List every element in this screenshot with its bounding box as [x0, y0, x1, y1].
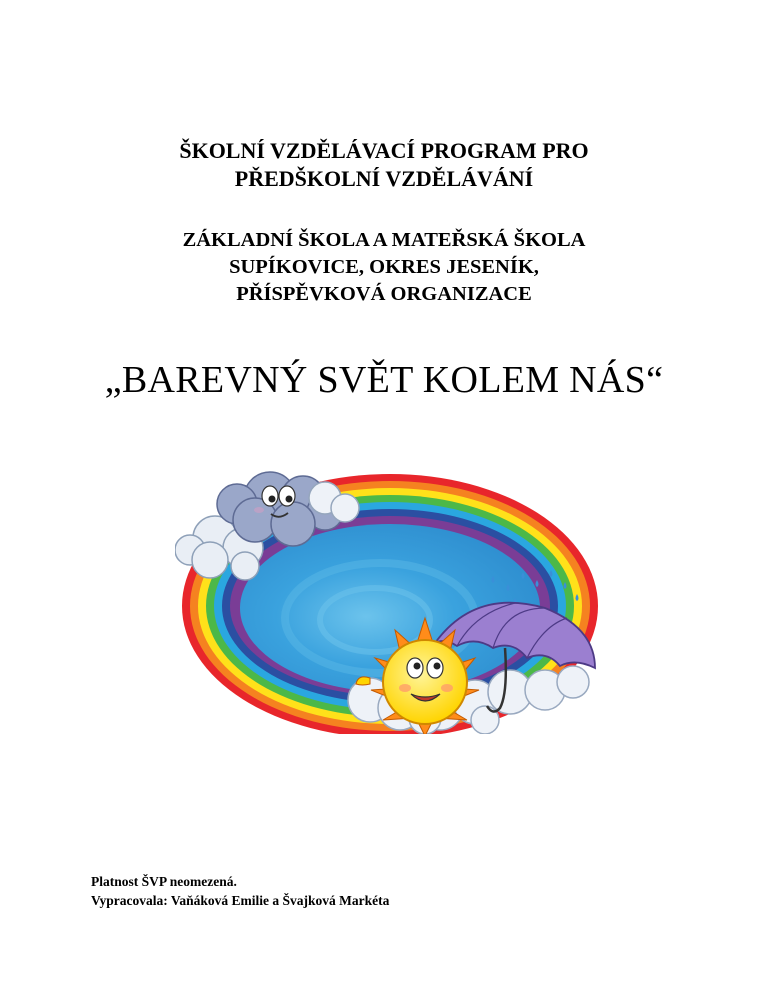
- school-line-1: ZÁKLADNÍ ŠKOLA A MATEŘSKÁ ŠKOLA: [182, 229, 586, 251]
- title-line-2: PŘEDŠKOLNÍ VZDĚLÁVÁNÍ: [234, 166, 534, 191]
- program-motto: „BAREVNÝ SVĚT KOLEM NÁS“: [104, 359, 664, 401]
- title-line-1: ŠKOLNÍ VZDĚLÁVACÍ PROGRAM PRO: [179, 138, 589, 163]
- school-line-2: SUPÍKOVICE, OKRES JESENÍK,: [229, 256, 539, 278]
- validity-note: Platnost ŠVP neomezená.: [91, 874, 237, 889]
- document-footer: [91, 872, 389, 910]
- document-title: [0, 137, 768, 193]
- school-name: [0, 227, 768, 308]
- rainbow-illustration: [175, 468, 615, 734]
- school-line-3: PŘÍSPĚVKOVÁ ORGANIZACE: [236, 283, 532, 305]
- authors-note: Vypracovala: Vaňáková Emilie a Švajková Markéta: [91, 893, 390, 908]
